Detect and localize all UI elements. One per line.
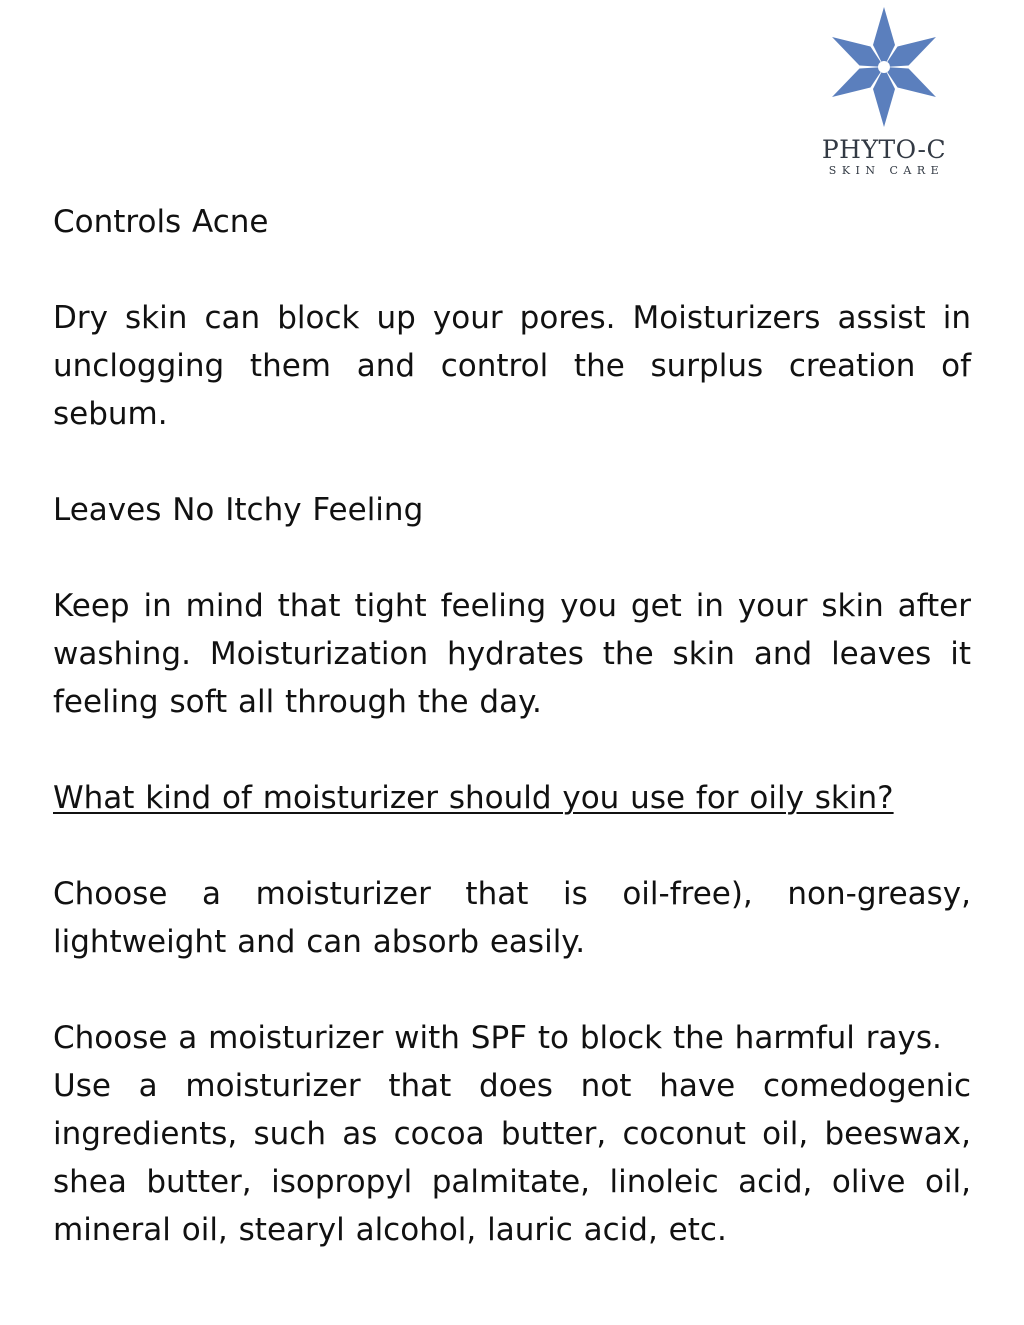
paragraph-itchy: Keep in mind that tight feeling you get in your skin after washing. Moisturization hydrates the skin and leaves it feeling soft all through the day. [53, 588, 971, 720]
spacer [53, 534, 971, 582]
spacer [53, 438, 971, 486]
document-body [53, 198, 971, 1254]
paragraph-choose-oilfree: Choose a moisturizer that is oil-free), non-greasy, lightweight and can absorb easily. [53, 876, 971, 960]
spacer [53, 822, 971, 870]
spacer [53, 726, 971, 774]
spacer [53, 966, 971, 1014]
star-icon [822, 4, 946, 130]
paragraph-comedogenic: Use a moisturizer that does not have comedogenic ingredients, such as cocoa butter, coconut oil, beeswax, shea butter, isopropyl palmitate, linoleic acid, olive oil, mineral oil, stearyl alcohol, lauric acid, etc. [53, 1068, 971, 1248]
heading-itchy-feeling: Leaves No Itchy Feeling [53, 492, 424, 528]
brand-logo [818, 4, 950, 184]
brand-name: PHYTO-C [821, 135, 947, 164]
question-heading: What kind of moisturizer should you use for oily skin? [53, 780, 894, 816]
brand-subtitle: SKIN CARE [828, 164, 945, 177]
spacer [53, 246, 971, 294]
paragraph-acne: Dry skin can block up your pores. Moisturizers assist in unclogging them and control the surplus creation of sebum. [53, 300, 971, 432]
paragraph-choose-spf: Choose a moisturizer with SPF to block the harmful rays. [53, 1020, 942, 1056]
heading-controls-acne: Controls Acne [53, 204, 269, 240]
